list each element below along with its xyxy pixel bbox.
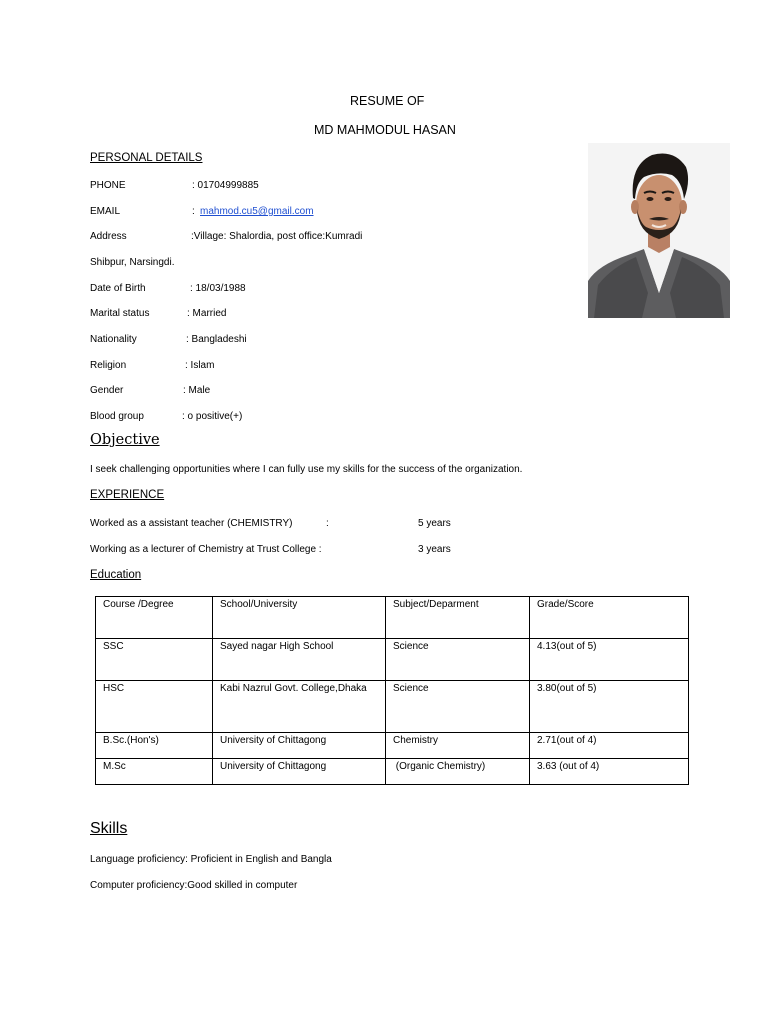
candidate-name: MD MAHMODUL HASAN xyxy=(314,123,456,137)
dob-label: Date of Birth xyxy=(90,283,146,294)
religion-value: : Islam xyxy=(185,360,215,371)
dob-value: : 18/03/1988 xyxy=(190,283,246,294)
address-value: :Village: Shalordia, post office:Kumradi xyxy=(191,231,363,242)
computer-proficiency: Computer proficiency:Good skilled in computer xyxy=(90,880,298,891)
experience-role: Worked as a assistant teacher (CHEMISTRY) xyxy=(90,518,293,529)
experience-role: Working as a lecturer of Chemistry at Trust College : xyxy=(90,544,322,555)
personal-details-heading: PERSONAL DETAILS xyxy=(90,152,203,164)
language-proficiency: Language proficiency: Proficient in English and Bangla xyxy=(90,854,332,865)
table-cell: M.Sc xyxy=(96,759,213,785)
address-continued: Shibpur, Narsingdi. xyxy=(90,257,175,268)
column-header: School/University xyxy=(213,597,386,639)
experience-heading: EXPERIENCE xyxy=(90,489,165,501)
table-cell: B.Sc.(Hon's) xyxy=(96,733,213,759)
gender-label: Gender xyxy=(90,385,124,396)
experience-years: 3 years xyxy=(418,544,451,555)
table-row xyxy=(96,639,689,681)
marital-label: Marital status xyxy=(90,308,150,319)
table-cell: 4.13(out of 5) xyxy=(530,639,689,681)
education-table xyxy=(95,596,689,785)
table-header-row xyxy=(96,597,689,639)
email-label: EMAIL xyxy=(90,206,121,217)
table-cell: Science xyxy=(386,681,530,733)
column-header: Subject/Deparment xyxy=(386,597,530,639)
table-cell: Chemistry xyxy=(386,733,530,759)
profile-photo xyxy=(588,143,730,318)
skills-heading: Skills xyxy=(90,820,128,837)
education-heading: Education xyxy=(90,569,142,581)
table-cell: Science xyxy=(386,639,530,681)
objective-text: I seek challenging opportunities where I can fully use my skills for the success of the organization. xyxy=(90,464,523,475)
table-cell: 3.63 (out of 4) xyxy=(530,759,689,785)
table-cell: 3.80(out of 5) xyxy=(530,681,689,733)
resume-title: RESUME OF xyxy=(350,94,425,108)
table-cell: SSC xyxy=(96,639,213,681)
phone-value: : 01704999885 xyxy=(192,180,259,191)
column-header: Grade/Score xyxy=(530,597,689,639)
email-colon: : xyxy=(192,206,195,217)
nationality-label: Nationality xyxy=(90,334,137,345)
email-link[interactable]: mahmod.cu5@gmail.com xyxy=(200,206,314,217)
blood-group-label: Blood group xyxy=(90,411,144,422)
table-cell: University of Chittagong xyxy=(213,733,386,759)
table-row xyxy=(96,759,689,785)
table-cell: University of Chittagong xyxy=(213,759,386,785)
blood-group-value: : o positive(+) xyxy=(182,411,243,422)
marital-value: : Married xyxy=(187,308,227,319)
address-label: Address xyxy=(90,231,127,242)
nationality-value: : Bangladeshi xyxy=(186,334,247,345)
table-cell: Kabi Nazrul Govt. College,Dhaka xyxy=(213,681,386,733)
table-row xyxy=(96,733,689,759)
gender-value: : Male xyxy=(183,385,211,396)
table-cell: Sayed nagar High School xyxy=(213,639,386,681)
objective-heading: Objective xyxy=(90,432,160,448)
experience-colon: : xyxy=(326,518,329,529)
phone-label: PHONE xyxy=(90,180,126,191)
table-cell: (Organic Chemistry) xyxy=(386,759,530,785)
experience-years: 5 years xyxy=(418,518,451,529)
table-cell: 2.71(out of 4) xyxy=(530,733,689,759)
column-header: Course /Degree xyxy=(96,597,213,639)
table-cell: HSC xyxy=(96,681,213,733)
religion-label: Religion xyxy=(90,360,127,371)
table-row xyxy=(96,681,689,733)
